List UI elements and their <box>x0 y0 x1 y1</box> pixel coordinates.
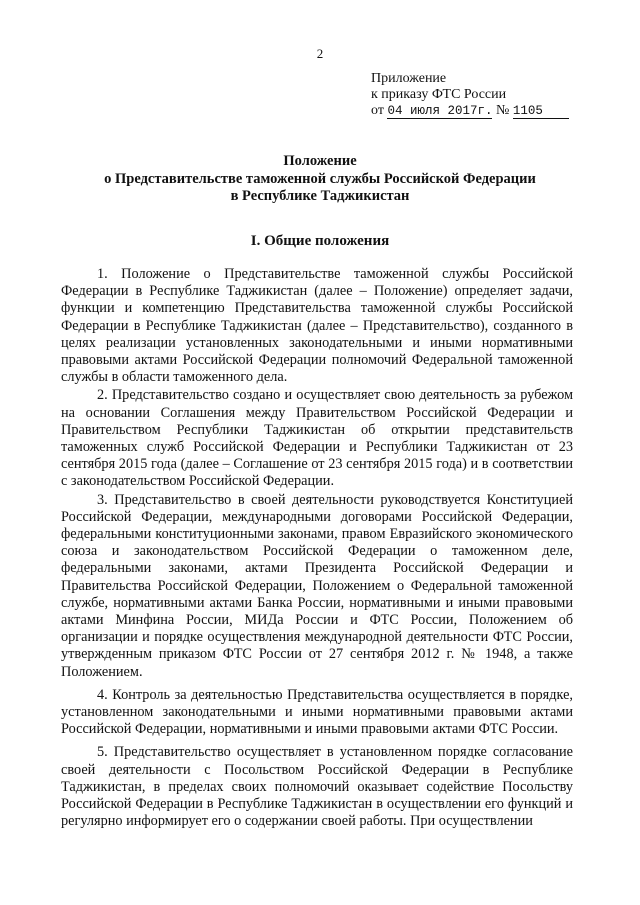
paragraph-2: 2. Представительство создано и осуществляет свою деятельность за рубежом на основании Соглашения между Правительством Российской Федерации и Правительством Республики Таджикистан об открытии представительств таможенных служб Российской Федерации и Республики Таджикистан от 23 сентября 2015 года (далее – Соглашение от 23 сентября 2015 года) и в соответствии с законодательством Российской Федерации. <box>61 387 573 490</box>
appendix-date-line <box>371 103 569 119</box>
page-number: 2 <box>316 46 324 61</box>
appendix-date: 04 июля 2017г. <box>387 104 493 118</box>
paragraph-1: 1. Положение о Представительстве таможенной службы Российской Федерации в Республике Таджикистан (далее – Положение) определяет задачи, функции и компетенцию Представительства таможенной службы Российской Федерации в Республике Таджикистан (далее – Представительство), созданного в целях реализации установленных законодательными и иными нормативными правовыми актами Российской Федерации полномочий Федеральной таможенной службы в области таможенного дела. <box>61 266 573 386</box>
title-line-1: Положение <box>283 153 357 169</box>
appendix-order-ref: к приказу ФТС России <box>371 87 507 102</box>
section-title: I. Общие положения <box>250 233 390 249</box>
appendix-block <box>371 71 569 119</box>
appendix-order-number: 1105 <box>513 104 569 119</box>
title-line-2: о Представительстве таможенной службы Российской Федерации <box>104 170 536 187</box>
appendix-label: Приложение <box>371 71 447 86</box>
document-title <box>60 153 580 206</box>
paragraph-5: 5. Представительство осуществляет в установленном порядке согласование своей деятельности с Посольством Российской Федерации в Республике Таджикистан, в пределах своих полномочий оказывает содействие Посольству Российской Федерации в Республике Таджикистан в осуществлении его функций и регулярно информирует его о содержании своей работы. При осуществлении <box>61 744 573 830</box>
paragraph-4: 4. Контроль за деятельностью Представительства осуществляется в порядке, установленном законодательными и иными нормативными правовыми актами Российской Федерации, нормативными и иными правовыми актами ФТС России. <box>61 686 573 738</box>
document-body <box>61 266 573 832</box>
appendix-date-prefix: от <box>371 103 384 118</box>
appendix-number-sign: № <box>495 103 510 118</box>
paragraph-3: 3. Представительство в своей деятельности руководствуется Конституцией Российской Федерации, международными договорами Российской Федерации, федеральными конституционными законами, правом Евразийского экономического союза и законодательством Российской Федерации о таможенном деле, федеральными законами, актами Президента Российской Федерации и Правительства Российской Федерации, Положением о Федеральной таможенной службе, нормативными актами Банка России, нормативными и иными правовыми актами Минфина России, МИДа России и ФТС России, Положением об организации и порядке осуществления международной деятельности ФТС России, утвержденным приказом ФТС России от 27 сентября 2012 г. № 1948, а также Положением. <box>61 491 573 680</box>
title-line-3: в Республике Таджикистан <box>230 188 410 204</box>
